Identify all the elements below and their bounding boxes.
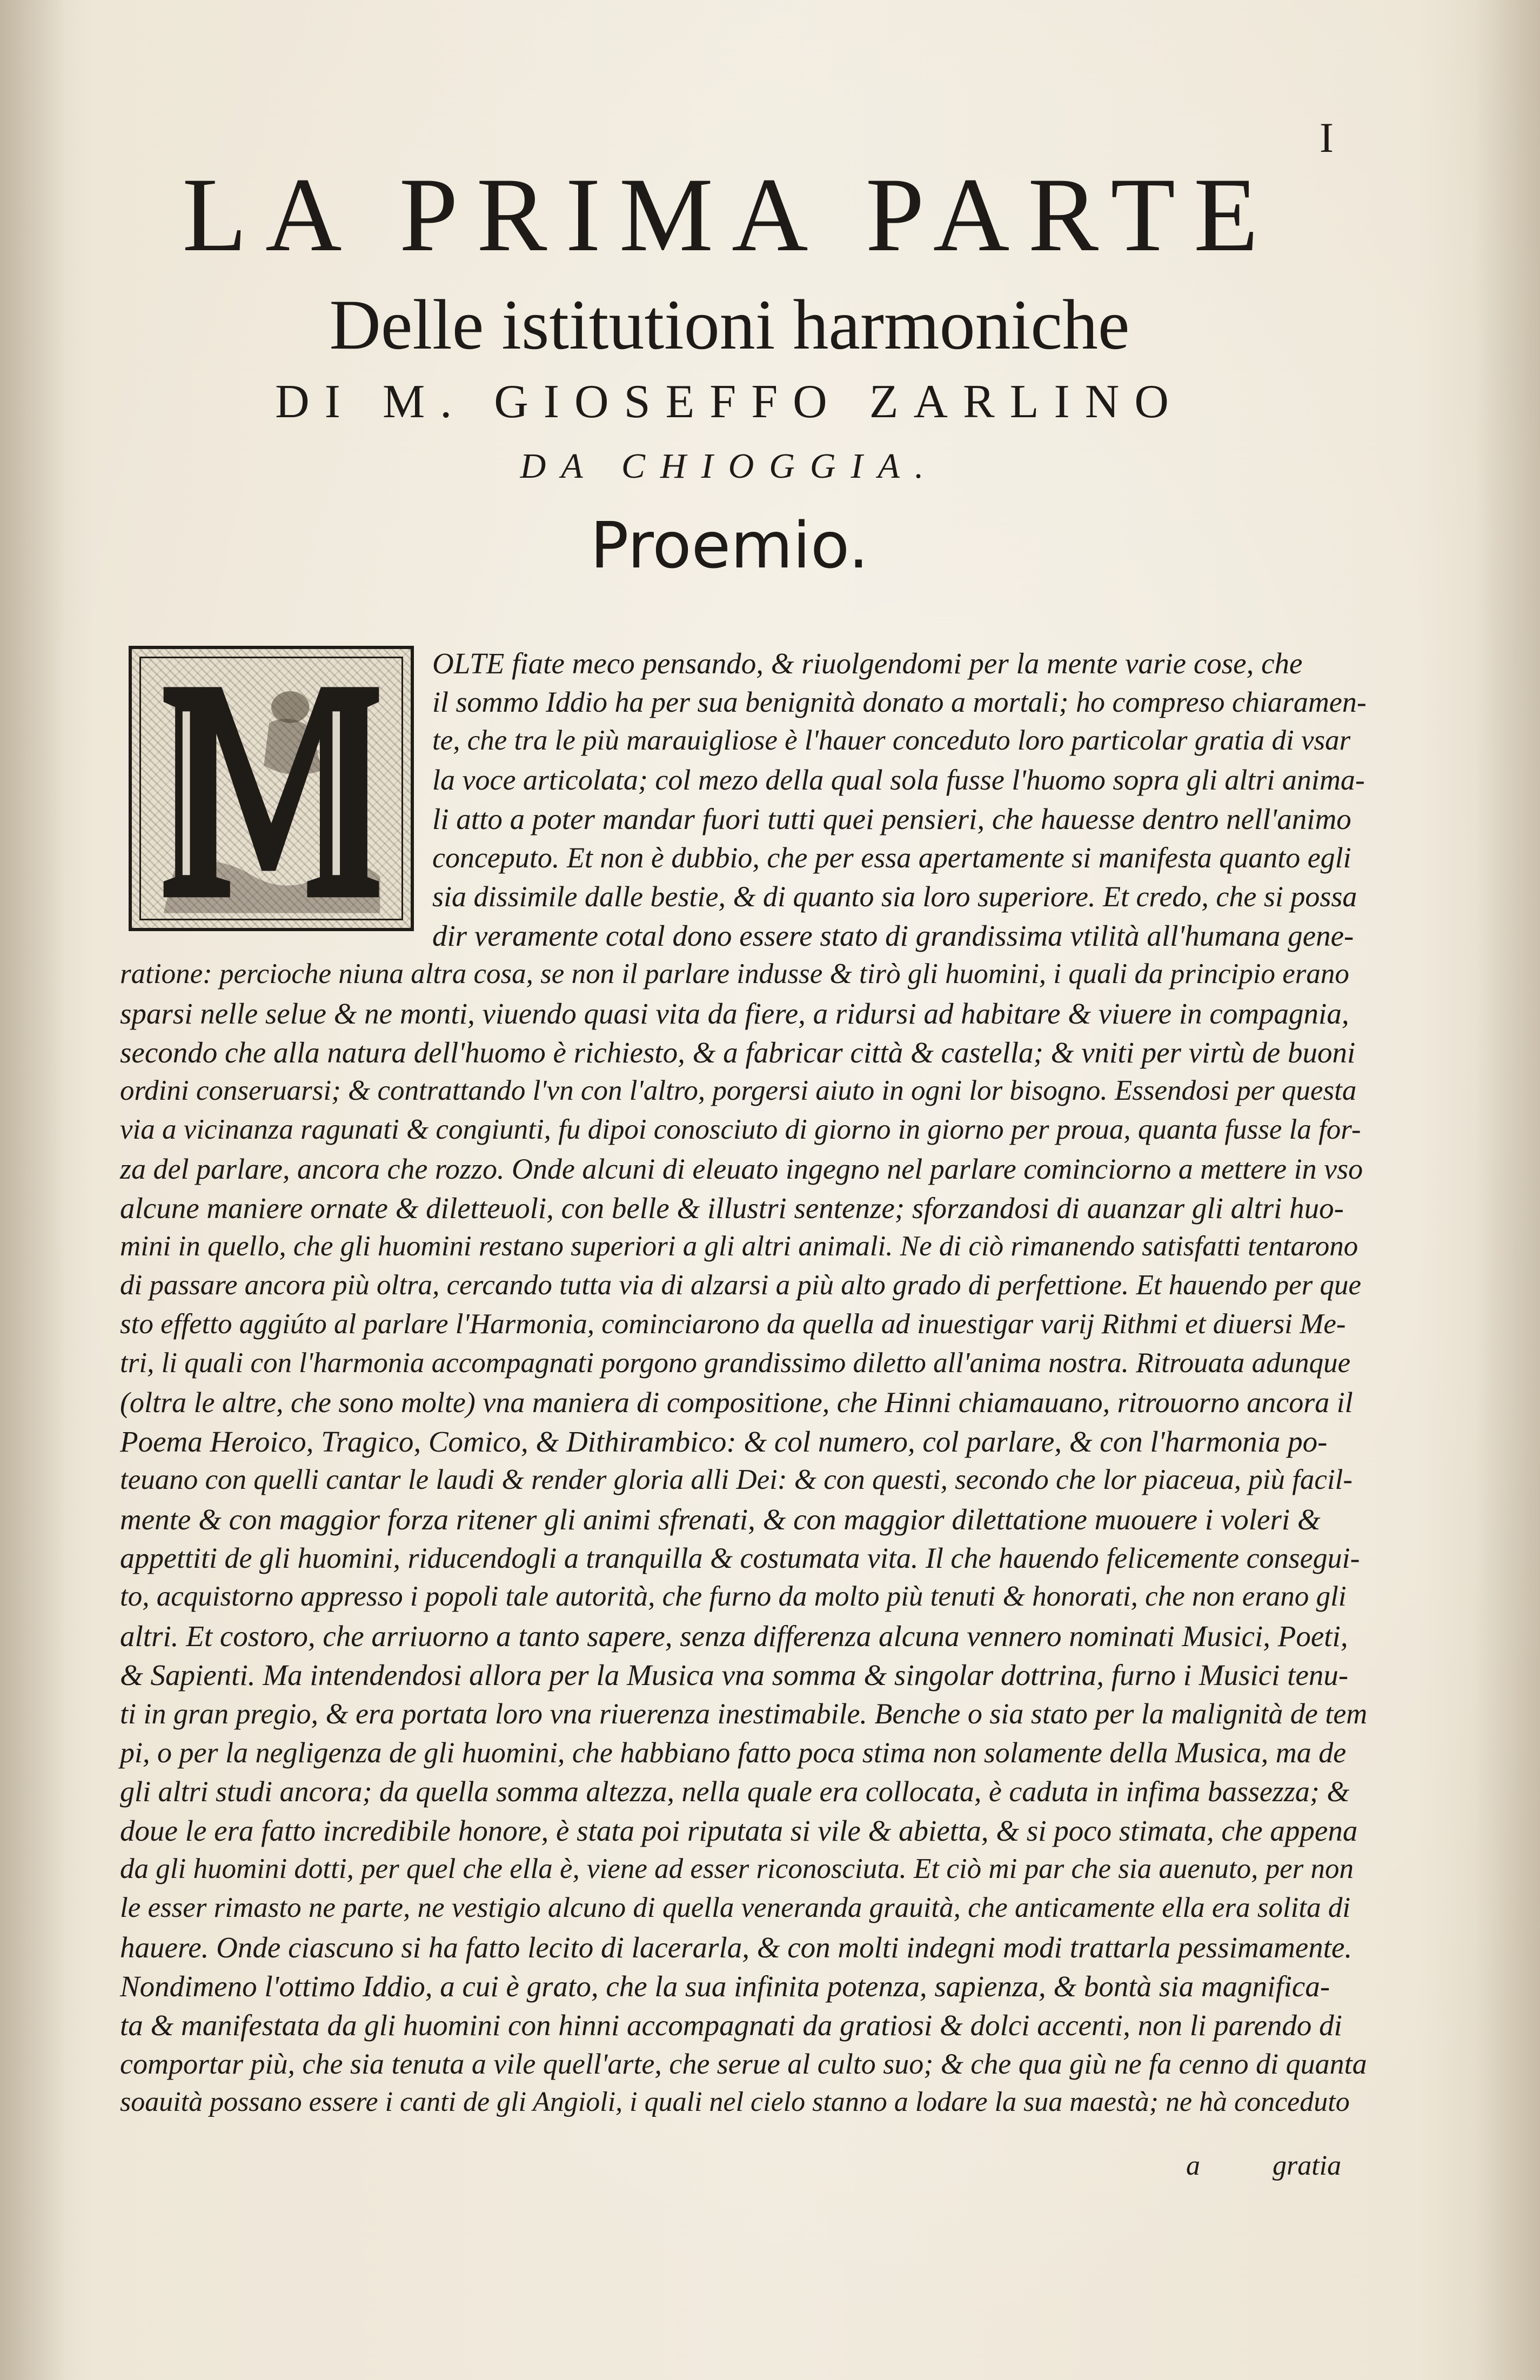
text-line: (oltra le altre, che sono molte) vna maniera di compositione, che Hinni chiamauano, ritrouorno ancora il	[120, 1386, 1353, 1419]
text-line: te, che tra le più marauigliose è l'hauer conceduto loro particolar gratia di vsar	[432, 725, 1351, 756]
text-line: li atto a poter mandar fuori tutti quei pensieri, che hauesse dentro nell'animo	[432, 803, 1351, 835]
text-line: di passare ancora più oltra, cercando tutta via di alzarsi a più alto grado di perfettione. Et hauendo per que	[120, 1269, 1361, 1301]
text-line: appettiti de gli huomini, riducendogli a tranquilla & costumata vita. Il che hauendo felicemente consegui-	[120, 1542, 1360, 1574]
text-line: pi, o per la negligenza de gli huomini, che habbiano fatto poca stima non solamente della Musica, ma de	[120, 1736, 1347, 1769]
text-line: za del parlare, ancora che rozzo. Onde alcuni di eleuato ingegno nel parlare cominciorno a mettere in vso	[120, 1153, 1363, 1185]
text-line: ratione: percioche niuna altra cosa, se non il parlare indusse & tirò gli huomini, i quali da principio erano	[120, 958, 1349, 990]
text-line: altri. Et costoro, che arriuorno a tanto sapere, senza differenza alcuna vennero nominati Musici, Poeti,	[120, 1620, 1348, 1653]
text-line: gli altri studi ancora; da quella somma altezza, nella quale era collocata, è caduta in infima bassezza; &	[120, 1775, 1350, 1808]
text-line: OLTE fiate meco pensando, & riuolgendomi per la mente varie cose, che	[432, 647, 1303, 680]
text-line: le esser rimasto ne parte, ne vestigio alcuno di quella veneranda grauità, che anticamente ella era solita di	[120, 1892, 1351, 1923]
text-line: Nondimeno l'ottimo Iddio, a cui è grato, che la sua infinita potenza, sapienza, & bontà sia magnifica-	[120, 1970, 1330, 2003]
page-subtitle: Delle istitutioni harmoniche	[329, 285, 1130, 364]
text-line: alcune maniere ornate & diletteuoli, con belle & illustri sentenze; sforzandosi di auanzar gli altri huo-	[120, 1192, 1344, 1225]
text-line: ta & manifestata da gli huomini con hinni accompagnati da gratiosi & dolci accenti, non li parendo di	[120, 2009, 1342, 2042]
catchword: gratia	[1273, 2150, 1342, 2181]
text-line: conceputo. Et non è dubbio, che per essa apertamente si manifesta quanto egli	[432, 841, 1351, 874]
signature-mark: a	[1186, 2150, 1200, 2181]
text-line: da gli huomini dotti, per quel che ella è, viene ad esser riconosciuta. Et ciò mi par che sia auenuto, per non	[120, 1853, 1354, 1884]
text-line: mini in quello, che gli huomini restano superiori a gli altri animali. Ne di ciò rimanendo satisfatti tentarono	[120, 1231, 1358, 1262]
text-line: Poema Heroico, Tragico, Comico, & Dithirambico: & col numero, col parlare, & con l'harmonia po-	[120, 1425, 1328, 1458]
text-line: sia dissimile dalle bestie, & di quanto sia loro superiore. Et credo, che si possa	[432, 880, 1357, 913]
text-line: hauere. Onde ciascuno si ha fatto lecito di lacerarla, & con molti indegni modi trattarla pessimamente.	[120, 1931, 1352, 1964]
text-line: mente & con maggior forza ritener gli animi sfrenati, & con maggior dilettatione muouere i voleri &	[120, 1503, 1321, 1536]
text-line: teuano con quelli cantar le laudi & render gloria alli Dei: & con questi, secondo che lor piaceua, più facil-	[120, 1464, 1353, 1495]
text-line: tri, li quali con l'harmonia accompagnati porgono grandissimo diletto all'anima nostra. Ritrouata adunque	[120, 1347, 1351, 1379]
text-line: doue le era fatto incredibile honore, è stata poi riputata si vile & abietta, & si poco stimata, che appena	[120, 1814, 1358, 1847]
text-line: soauità possano essere i canti de gli Angioli, i quali nel cielo stanno a lodare la sua maestà; ne hà conceduto	[120, 2087, 1350, 2117]
text-line: ti in gran pregio, & era portata loro vna riuerenza inestimabile. Benche o sia stato per la malignità de tem	[120, 1697, 1368, 1730]
folio-number: I	[1320, 114, 1335, 161]
text-line: sparsi nelle selue & ne monti, viuendo quasi vita da fiere, a ridursi ad habitare & viuere in compagnia,	[120, 997, 1349, 1030]
place-line: DA CHIOGGIA.	[520, 446, 939, 486]
text-line: via a vicinanza ragunati & congiunti, fu dipoi conosciuto di giorno in giorno per proua, quanta fusse la for-	[120, 1114, 1361, 1145]
text-line: il sommo Iddio ha per sua benignità donato a mortali; ho compreso chiaramen-	[432, 686, 1367, 718]
text-line: to, acquistorno appresso i popoli tale autorità, che furno da molto più tenuti & honorati, che non erano gli	[120, 1581, 1347, 1612]
text-line: dir veramente cotal dono essere stato di grandissima vtilità all'humana gene-	[432, 919, 1354, 952]
text-line: & Sapienti. Ma intendendosi allora per la Musica vna somma & singolar dottrina, furno i Musici tenu-	[120, 1659, 1349, 1692]
text-line: ordini conseruarsi; & contrattando l'vn con l'altro, porgersi aiuto in ogni lor bisogno. Essendosi per questa	[120, 1075, 1357, 1106]
text-line: comportar più, che sia tenuta a vile quell'arte, che serue al culto suo; & che qua giù ne fa cenno di quanta	[120, 2048, 1367, 2080]
text-line: secondo che alla natura dell'huomo è richiesto, & a fabricar città & castella; & vniti per virtù de buoni	[120, 1036, 1356, 1069]
page-title: LA PRIMA PARTE	[182, 156, 1277, 273]
author-line: DI M. GIOSEFFO ZARLINO	[275, 376, 1184, 428]
section-heading: Proemio.	[590, 508, 869, 583]
text-line: la voce articolata; col mezo della qual sola fusse l'huomo sopra gli altri anima-	[432, 764, 1365, 796]
text-line: sto effetto aggiúto al parlare l'Harmonia, cominciarono da quella ad inuestigar varij Rithmi et diuersi Me-	[120, 1308, 1346, 1340]
